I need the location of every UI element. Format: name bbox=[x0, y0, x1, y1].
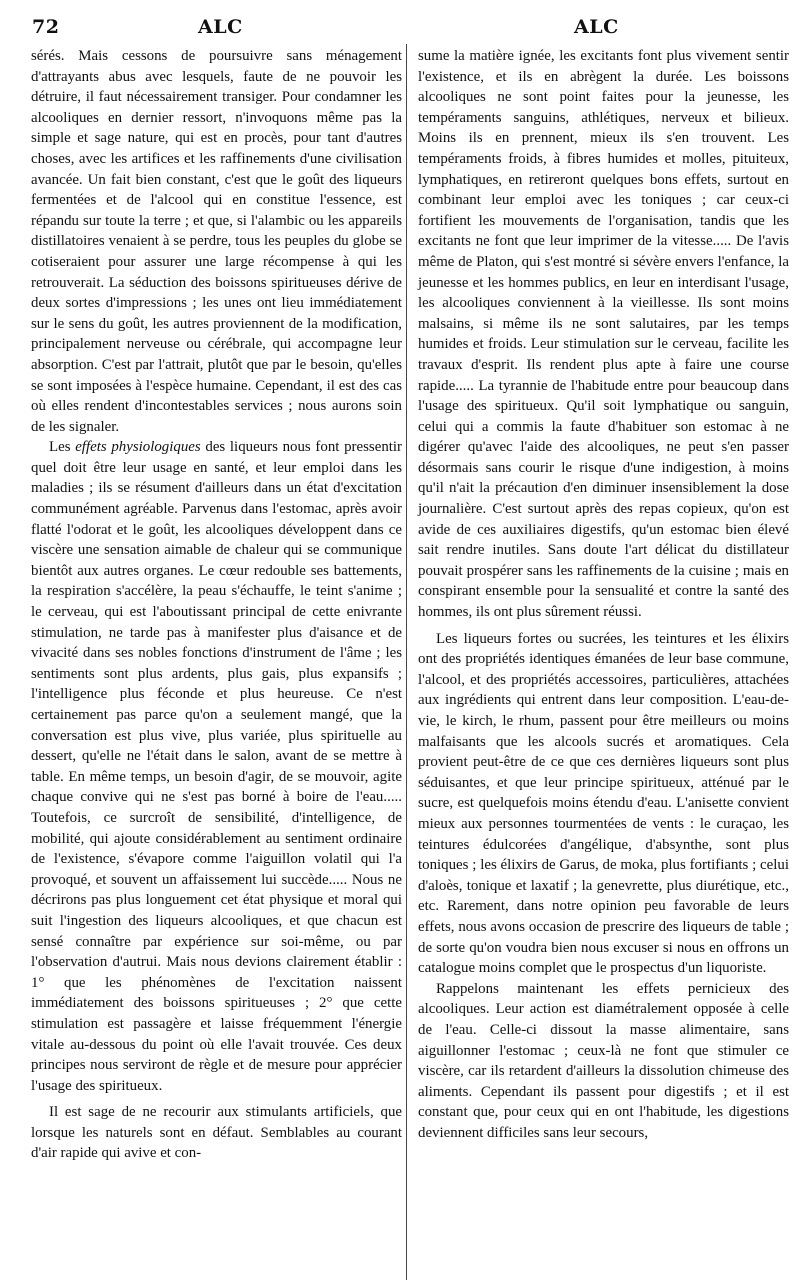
right-paragraph-1: sume la matière ignée, les excitants font plus vivement sentir l'existence, et ils en abrègent la durée. Les boissons alcooliques ne sont point faites pour la jeunesse, les tempéraments sanguins, athlétiques, nerveux et bilieux. Moins ils en prennent, mieux ils s'en trouvent. Les tempéraments froids, à fibres humides et molles, pituiteux, lymphatiques, en retireront quelques bons effets, surtout en combinant leur emploi avec les toniques ; car ceux-ci fortifient les mouvements de l'organisation, tandis que les excitants ne font que leur imprimer de la vitesse..... De l'avis même de Platon, qui s'est montré si sévère envers l'enfance, la jeunesse et les hommes publics, en leur en interdisant l'usage, les alcooliques conviennent à la vieillesse. Ils sont moins malsains, si même ils ne sont salutaires, par les temps humides et froids. Leur stimulation sur le cerveau, facilite les travaux d'esprit. Ils rendent plus apte à faire une course rapide..... La tyrannie de l'habitude entre pour beaucoup dans l'usage des spiritueux. Qu'il soit lymphatique ou sanguin, celui qui a commis la faute d'habituer son estomac à ne digérer qu'avec l'aide des alcooliques, ne peut s'en passer désormais sans courir le risque d'une indigestion, à moins qu'il n'ait la précaution d'en diminuer insensiblement la dose journalière. C'est surtout après des repas copieux, qu'on est avide de ces auxiliaires digestifs, qu'un estomac bien élevé sait rendre inutiles. Sans doute l'art délicat du distillateur pouvait prospérer sans les raffinements de la cuisine ; mais en conspirant ensemble pour la sensualité et contre la santé des hommes, ils ont plus sûrement réussi. bbox=[418, 48, 789, 621]
running-head-left: ALC bbox=[198, 16, 243, 38]
left-paragraph-2 bbox=[31, 437, 402, 1096]
page-header bbox=[0, 0, 800, 46]
page-number: 72 bbox=[32, 16, 60, 38]
left-paragraph-3: Il est sage de ne recourir aux stimulants artificiels, que lorsque les naturels sont en défaut. Semblables au courant d'air rapide qui avive et con- bbox=[31, 1104, 402, 1162]
running-head-right: ALC bbox=[574, 16, 619, 38]
left-paragraph-2-rest: des liqueurs nous font pressentir quel doit être leur usage en santé, et leur emploi dans les maladies ; ils se résument d'ailleurs dans un état d'excitation communément agréable. Parvenus dans l'estomac, après avoir flatté l'odorat et le goût, les alcooliques développent dans ce viscère une sensation aimable de chaleur qui se communique bientôt aux autres organes. Le cœur redouble ses battements, la respiration s'accélère, la peau s'échauffe, le teint s'anime ; le cerveau, qui est l'aboutissant principal de cette enivrante stimulation, ne tarde pas à manifester plus d'aisance et de vivacité dans ses nobles fonctions d'instrument de l'âme ; les sentiments sont plus ardents, plus gais, plus expansifs ; l'intelligence plus féconde et plus heureuse. Ce n'est certainement pas parce qu'on a seulement mangé, que la conversation est plus vive, plus variée, plus spirituelle au dessert, qu'elle ne l'était dans le salon, avant de se mettre à table. En même temps, un besoin d'agir, de se mouvoir, agite chaque convive qui ne s'est pas borné à boire de l'eau..... Toutefois, ce surcroît de sensibilité, d'intelligence, de mobilité, qui ajoute considérablement au sentiment ordinaire de l'existence, s'évapore comme l'aiguillon volatil qui l'a provoqué, et souvent un affaissement lui succède..... Nous ne décrirons pas plus longuement cet état physique et moral qui suit l'ingestion des liqueurs alcooliques, et que chacun est sensé connaître par expérience sur soi-même, ou par l'observation d'autrui. Mais nous devions clairement établir : 1° que les phénomènes de l'excitation naissent immédiatement des boissons spiritueuses ; 2° que cette stimulation est passagère et laisse fréquemment l'énergie vitale au-dessous du point où elle l'avait trouvée. Ces deux principes nous serviront de règle et de mesure pour apprécier l'usage des spiritueux. bbox=[31, 439, 402, 1094]
column-divider bbox=[406, 44, 407, 1280]
left-paragraph-1: sérés. Mais cessons de poursuivre sans ménagement d'attrayants abus avec lesquels, faute de ne pouvoir les détruire, il faut nécessairement transiger. Pour condamner les alcooliques en dernier ressort, n'invoquons même pas la simple et sage nature, qui est en procès, pour tant d'autres choses, avec les artifices et les raffinements d'une civilisation avancée. Un fait bien constant, c'est que le goût des liqueurs fermentées et de l'alcool qui en constitue l'essence, est répandu sur toute la terre ; et que, si l'alambic ou les appareils distillatoires venaient à se perdre, tous les peuples du globe se cotiseraient pour assurer une large récompense à qui les retrouverait. La séduction des boissons spiritueuses dérive de deux sortes d'impressions ; les unes ont lieu immédiatement sur le sens du goût, les autres proviennent de la modification, principalement nerveuse ou cérébrale, qui accompagne leur absorption. C'est par l'attrait, plutôt que par le besoin, qu'elles se sont imposées à l'espèce humaine. Cependant, il est des cas où elles rendent d'incontestables services ; nous aurons soin de les signaler. bbox=[31, 48, 402, 435]
left-column bbox=[31, 46, 402, 1164]
left-paragraph-2-italic: effets physiologiques bbox=[75, 439, 201, 456]
right-column bbox=[418, 46, 789, 1143]
left-paragraph-2-lead: Les bbox=[49, 439, 76, 456]
right-paragraph-3: Rappelons maintenant les effets pernicieux des alcooliques. Leur action est diamétralement opposée à celle de l'eau. Celle-ci dissout la masse alimentaire, sans aiguillonner l'estomac ; ceux-là ne font que stimuler ce viscère, car ils retardent d'ailleurs la dissolution chimeuse des aliments. Cependant ils passent pour digestifs ; et il est constant que, pour ceux qui en ont l'habitude, les digestions deviennent difficiles sans leur secours, bbox=[418, 980, 789, 1141]
right-paragraph-2: Les liqueurs fortes ou sucrées, les teintures et les élixirs ont des propriétés identiques émanées de leur base commune, l'alcool, et des propriétés accessoires, particulières, attachées aux ingrédients qui entrent dans leur composition. L'eau-de-vie, le kirch, le rhum, passent pour être meilleurs ou moins malfaisants que les alcools sucrés et aromatiques. Cela provient peut-être de ce que ces dernières liqueurs sont plus séduisantes, et que leur principe spiritueux, atténué par le sucre, est quelquefois moins étendu d'eau. L'anisette convient mieux aux personnes tourmentées de vents : le curaçao, les teintures édulcorées d'angélique, d'absynthe, sont plus toniques ; les élixirs de Garus, de moka, plus fortifiants ; celui d'aloès, tonique et laxatif ; la genevrette, plus diurétique, etc., etc. Rarement, dans notre opinion peu favorable de leurs effets, nous avons occasion de prescrire des liqueurs de table ; de sorte qu'on voudra bien nous excuser si nous en offrons un catalogue moins complet que le prospectus d'un liquoriste. bbox=[418, 630, 789, 977]
